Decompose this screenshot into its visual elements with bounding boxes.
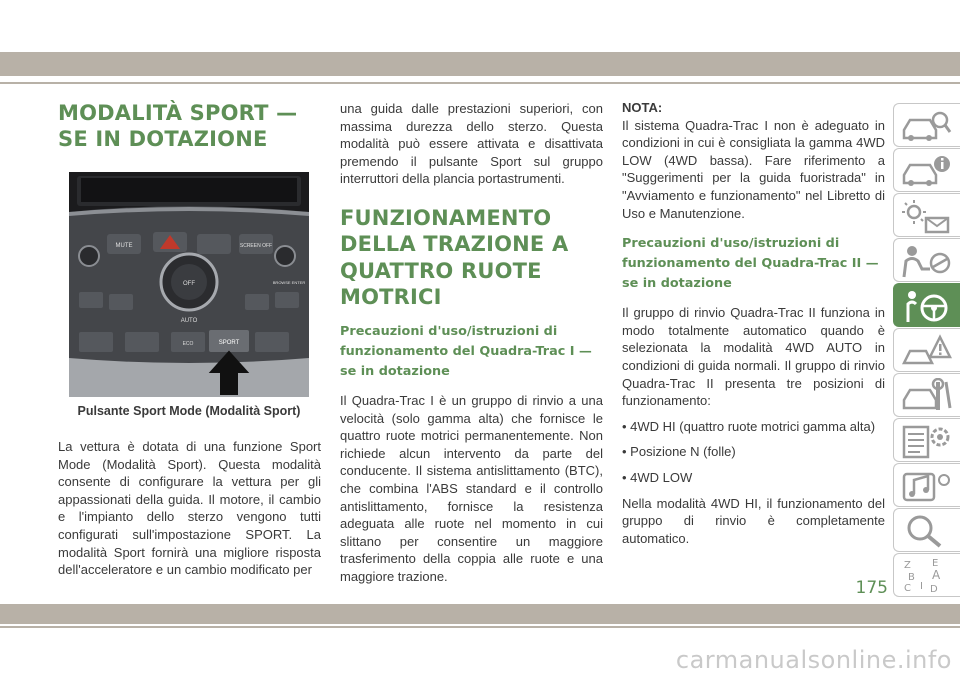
column-3 [622,99,885,547]
tab-index[interactable] [893,553,960,597]
note-label: NOTA: [622,100,663,115]
subsection-title-quadra-trac-2: Precauzioni d'uso/istruzioni di funzionamento del Quadra-Trac II — se in dotazione [622,236,879,292]
sport-mode-button-photo [69,172,309,397]
tab-multimedia[interactable] [893,463,960,507]
mute-label: MUTE [115,243,133,249]
car-search-icon [900,108,952,144]
search-icon [900,513,952,549]
subsection-title-quadra-trac-1: Precauzioni d'uso/istruzioni di funzionamento del Quadra-Trac I — se in dotazione [340,323,592,379]
steering-wheel-icon [900,288,952,324]
index-letter: D [930,584,938,594]
top-rule [0,82,960,84]
music-note-icon [900,468,952,504]
sport-mode-paragraph: La vettura è dotata di una funzione Sport Mode (Modalità Sport). Questa modalità consente di configurare la vettura per gli appassionati della guida. Il motore, il cambio e l'impianto dello sterzo vengono tutti configurati sull'impostazione SPORT. La modalità Sport fornirà una migliore risposta dell'acceleratore e un cambio modificato per [58,439,321,578]
emergency-icon [900,333,952,369]
bullet-item: • 4WD LOW [622,469,693,485]
car-info-icon [900,153,952,189]
dashboard-controls-illustration [69,172,309,397]
index-letter: E [932,558,939,569]
section-title-4wd: FUNZIONAMENTO DELLA TRAZIONE A QUATTRO RUOTE MOTRICI [340,205,569,310]
gear-list-icon [900,423,952,459]
off-label: OFF [183,281,195,287]
bottom-band [0,604,960,624]
tab-car-info[interactable] [893,148,960,192]
closing-paragraph: Nella modalità 4WD HI, il funzionamento del gruppo di rinvio è completamente automatico. [622,495,885,546]
tab-safety[interactable] [893,238,960,282]
watermark: carmanualsonline.info [675,646,952,674]
bullet-item: • 4WD HI (quattro ruote motrici gamma alta) [622,418,876,434]
tab-driving[interactable] [893,283,960,327]
index-letter: I [920,581,923,592]
alphabet-index-icon [900,558,952,594]
tab-warning-lights[interactable] [893,193,960,237]
bullet-item: • Posizione N (folle) [622,444,736,460]
screen-off-label: SCREEN OFF [239,243,273,249]
tab-search[interactable] [893,508,960,552]
tab-emergency[interactable] [893,328,960,372]
eco-label: ECO [182,341,194,347]
tab-maintenance[interactable] [893,373,960,417]
index-letter: A [932,568,941,582]
page-number: 175 [855,578,888,598]
section-title-sport-mode: MODALITÀ SPORT — SE IN DOTAZIONE [58,101,298,151]
column-2 [340,100,603,586]
safety-icon [900,243,952,279]
note-text: Il sistema Quadra-Trac I non è adeguato in condizioni in cui è consigliata la gamma 4WD LOW (4WD bassa). Fare riferimento a "Suggerimenti per la guida fuoristrada" in "Avviamento e funzionamento" nel Libretto di Uso e Manutenzione. [622,117,885,221]
sport-label: SPORT [218,340,240,346]
wrench-icon [900,378,952,414]
sport-mode-continuation: una guida dalle prestazioni superiori, con massima durezza dello sterzo. Questa modalità può essere attivata e disattivata premendo il pulsante Sport sul gruppo interruttori della plancia portastrumenti. [340,101,603,187]
column-1-body [58,438,321,579]
tab-car-search[interactable] [893,103,960,147]
top-band [0,52,960,76]
quadra-trac-2-paragraph: Il gruppo di rinvio Quadra-Trac II funziona in modo totalmente automatico quando è selezionata la modalità 4WD AUTO in condizioni di guida normali. Il gruppo di rinvio Quadra-Trac II presenta tre posizioni di funzionamento: [622,305,885,409]
index-letter: Z [904,560,911,571]
quadra-trac-1-paragraph: Il Quadra-Trac I è un gruppo di rinvio a una velocità (solo gamma alta) che fornisce le quattro ruote motrici permanentemente. Non richiede alcun intervento da parte del conducente. Il sistema antislittamento (BTC), che combina l'ABS standard e il controllo antislittamento, fornisce la resistenza adeguata alle ruote nel momento in cui slittano per consentire un maggiore trasferimento della coppia alle ruote e una maggiore trazione. [340,392,603,584]
auto-label: AUTO [180,318,198,324]
index-letter: C [904,583,911,594]
tab-specifications[interactable] [893,418,960,462]
warning-lights-icon [900,198,952,234]
index-letter: B [908,572,915,583]
browse-enter-label: BROWSE ENTER [272,280,306,285]
photo-caption: Pulsante Sport Mode (Modalità Sport) [77,404,301,418]
bottom-rule [0,626,960,628]
column-1 [58,100,321,152]
